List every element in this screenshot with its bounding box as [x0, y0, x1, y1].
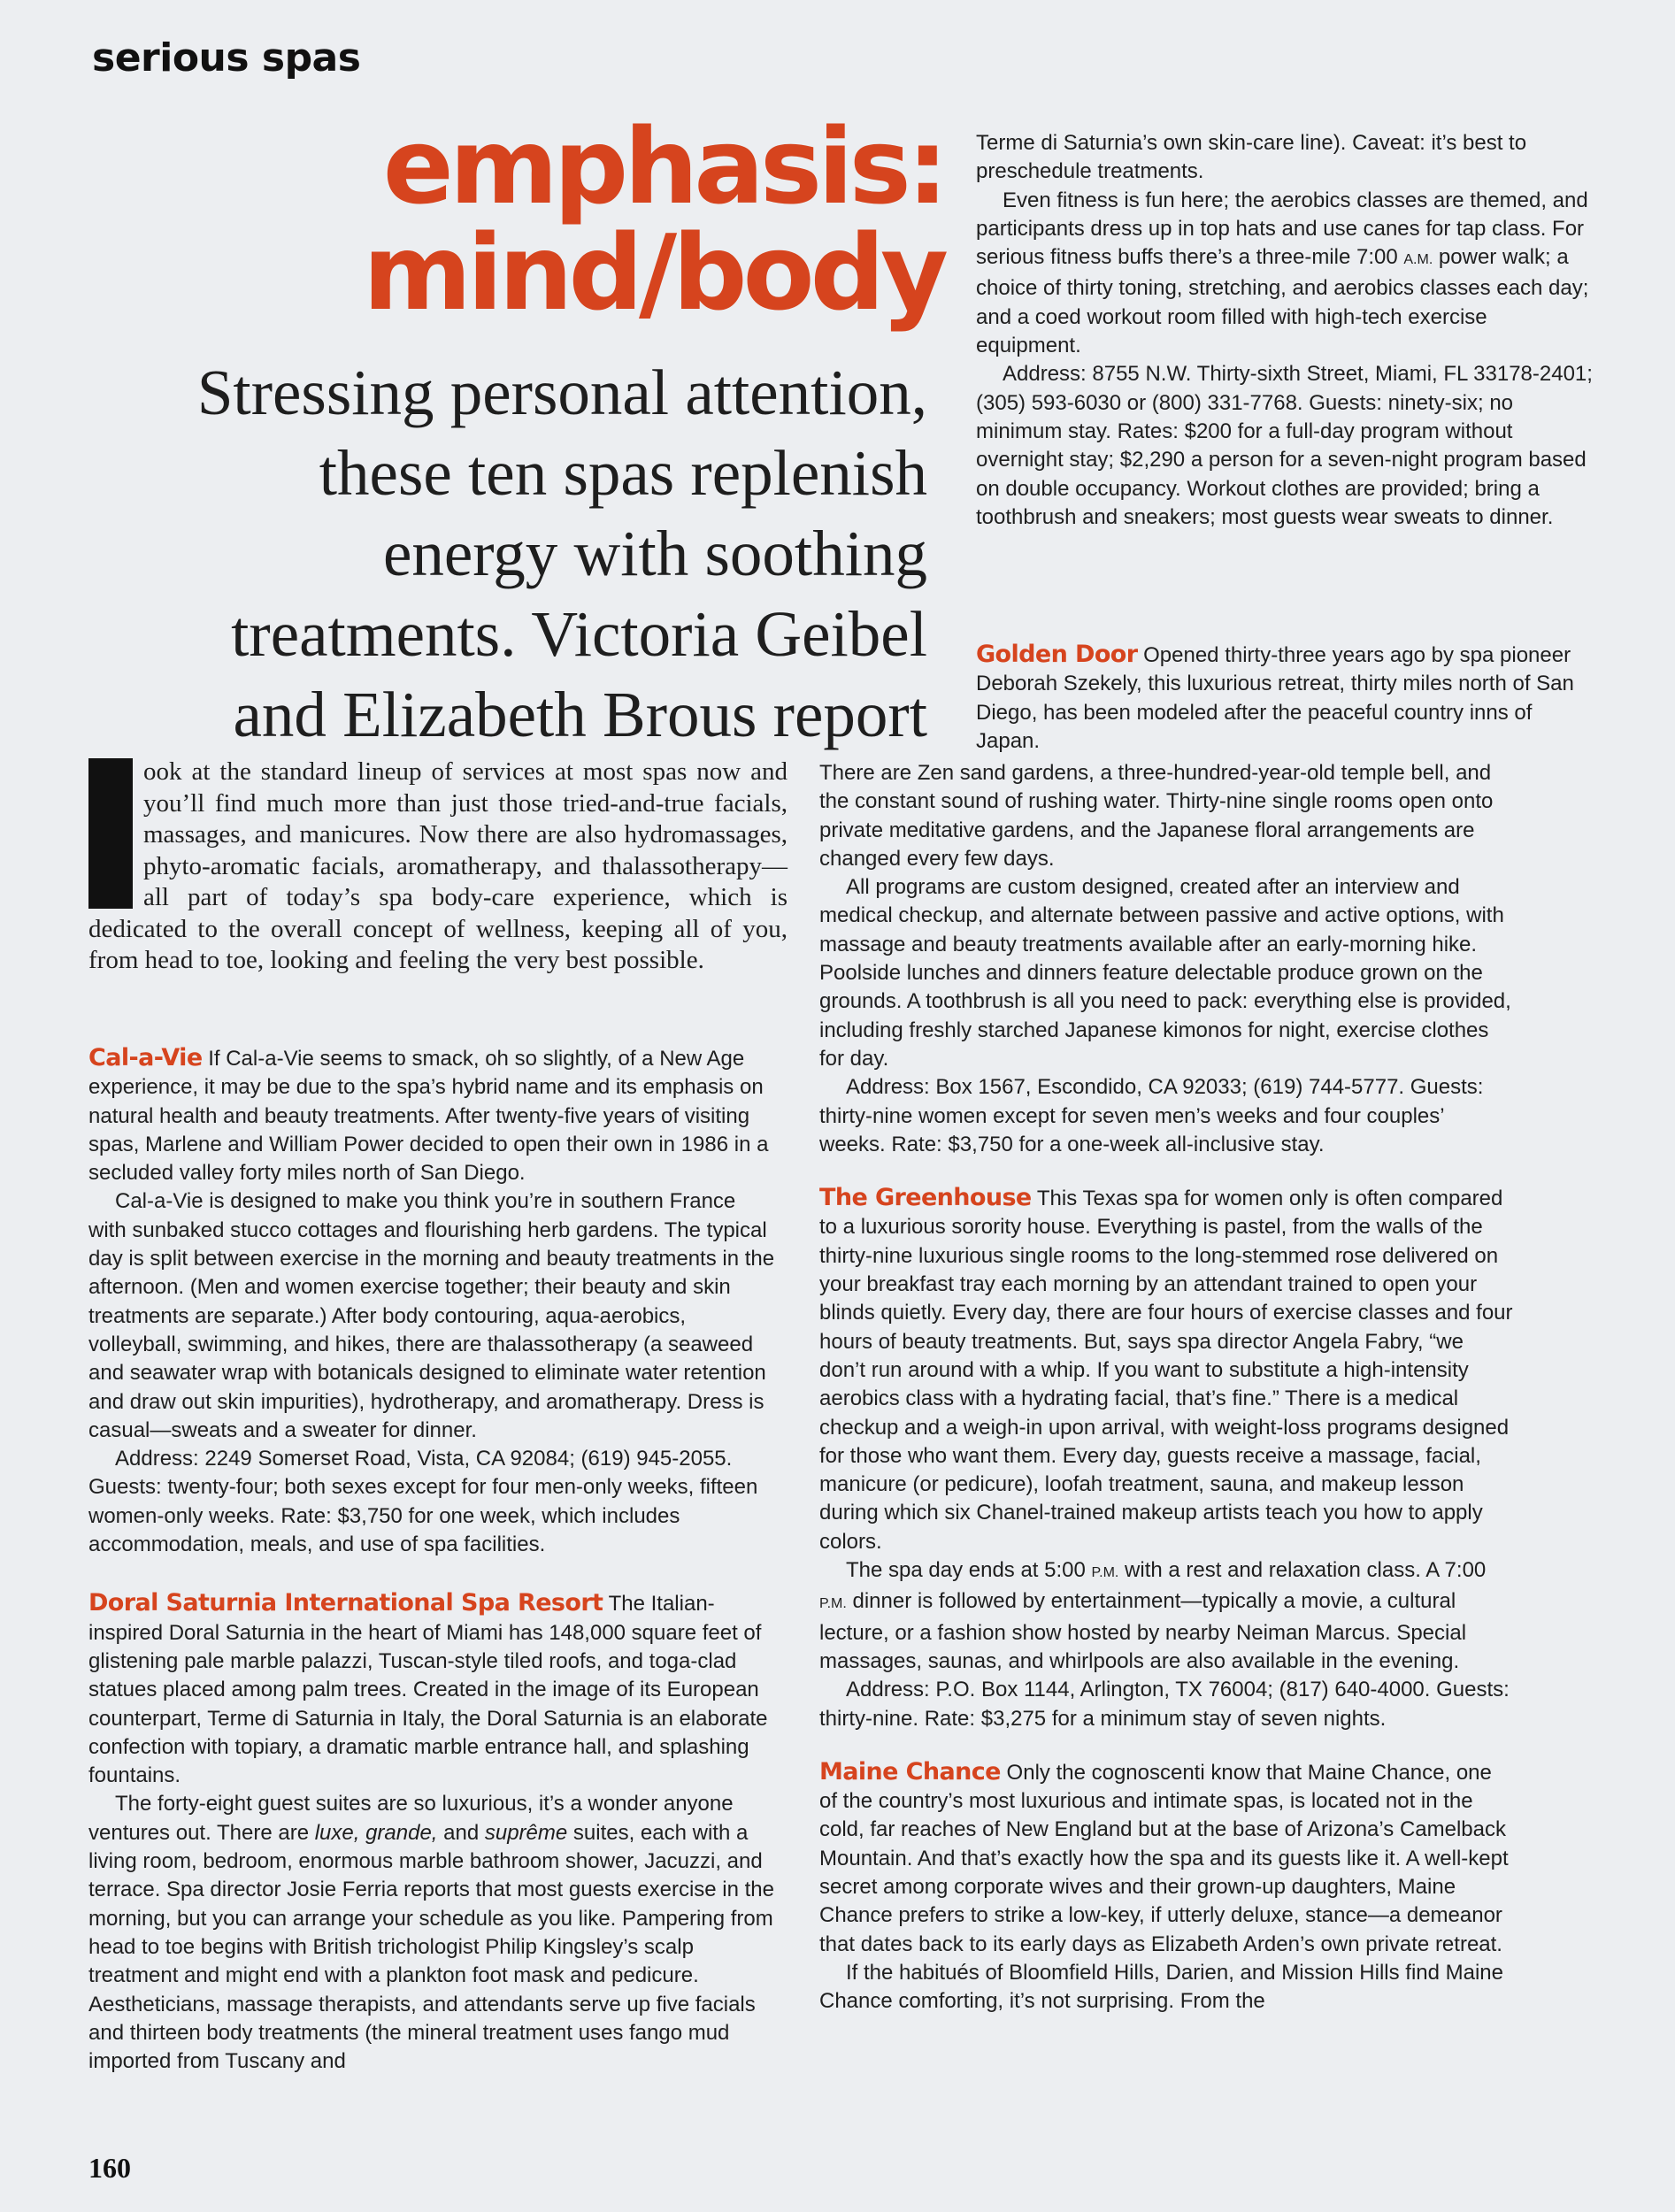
section-label: serious spas	[92, 35, 361, 81]
calavie-p1: Cal-a-Vie If Cal-a-Vie seems to smack, oh so slightly, of a New Age experience, it may be due to the spa’s hybrid name and its emphasis on natural health and beauty treatments. After twenty-five years of visiting spas, Marlene and William Power decided to open their own in 1986 in a secluded valley forty miles north of San Diego.	[88, 1044, 769, 1186]
golden-p3: Address: Box 1567, Escondido, CA 92033; (619) 744-5777. Guests: thirty-nine women except for seven men’s weeks and four couples’ weeks. Rate: $3,750 for a one-week all-inclusive stay.	[819, 1075, 1484, 1156]
golden-p1-lead: Golden Door Opened thirty-three years ago by spa pioneer Deborah Szekely, this luxurious retreat, thirty miles north of San Diego, has been modeled after the peaceful country inns of Japan.	[976, 641, 1574, 753]
page-number: 160	[88, 2152, 131, 2184]
headline	[148, 105, 944, 334]
calavie-p3: Address: 2249 Somerset Road, Vista, CA 92084; (619) 945-2055. Guests: twenty-four; both sexes except for four men-only weeks, fifteen women-only weeks. Rate: $3,750 for one week, which includes accommodation, meals, and use of spa facilities.	[88, 1447, 758, 1557]
doral-p1: Doral Saturnia International Spa Resort The Italian-inspired Doral Saturnia in the heart of Miami has 148,000 square feet of glistening pale marble palazzi, Tuscan-style tiled roofs, and toga-clad statues placed among palm trees. Created in the image of its European counterpart, Terme di Saturnia in Italy, the Doral Saturnia is an elaborate confection with topiary, a dramatic marble entrance hall, and splashing fountains.	[88, 1589, 768, 1788]
deck-line: Stressing personal attention,	[196, 357, 927, 428]
right-column-top	[976, 129, 1595, 532]
spa-heading-maine-chance: Maine Chance	[819, 1757, 1001, 1786]
right-column	[819, 759, 1515, 2016]
spa-heading-golden-door: Golden Door	[976, 641, 1138, 668]
spa-heading-greenhouse: The Greenhouse	[819, 1184, 1032, 1212]
doral-p4: Address: 8755 N.W. Thirty-sixth Street, Miami, FL 33178-2401; (305) 593-6030 or (800) 331-7768. Guests: ninety-six; no minimum stay. Rates: $200 for a full-day program without overnight stay; $2,290 a person for a seven-night program based on double occupancy. Workout clothes are provided; bring a toothbrush and sneakers; most guests wear sweats to dinner.	[976, 362, 1593, 529]
maine-p2: If the habitués of Bloomfield Hills, Darien, and Mission Hills find Maine Chance comforting, it’s not surprising. From the	[819, 1960, 1504, 2014]
deck-line: and Elizabeth Brous report	[233, 679, 927, 750]
deck-line: treatments. Victoria Geibel	[231, 598, 927, 670]
golden-door-lead	[976, 641, 1595, 756]
calavie-p2: Cal-a-Vie is designed to make you think you’re in southern France with sunbaked stucco cottages and flourishing herb gardens. The typical day is split between exercise in the morning and beauty treatments in the afternoon. (Men and women exercise together; their beauty and skin treatments are separate.) After body contouring, aqua-aerobics, volleyball, swimming, and hikes, there are thalassotherapy (a seaweed and seawater wrap with botanicals designed to eliminate water retention and draw out skin impurities), hydrotherapy, and aromatherapy. Dress is casual—sweats and a sweater for dinner.	[88, 1189, 775, 1442]
golden-p1-rest: There are Zen sand gardens, a three-hundred-year-old temple bell, and the constant sound of rushing water. Thirty-nine single rooms open onto private meditative gardens, and the Japanese floral arrangements are changed every few days.	[819, 761, 1494, 871]
spa-heading-calavie: Cal-a-Vie	[88, 1044, 203, 1071]
doral-p3: Even fitness is fun here; the aerobics classes are themed, and participants dress up in top hats and use canes for tap class. For serious fitness buffs there’s a three-mile 7:00 A.M. power walk; a choice of thirty toning, stretching, and aerobics classes each day; and a coed workout room filled with high-tech exercise equipment.	[976, 188, 1589, 358]
greenhouse-p3: Address: P.O. Box 1144, Arlington, TX 76004; (817) 640-4000. Guests: thirty-nine. Rate: $3,275 for a minimum stay of seven nights.	[819, 1678, 1510, 1731]
doral-p2: The forty-eight guest suites are so luxurious, it’s a wonder anyone ventures out. There are luxe, grande, and suprême suites, each with a living room, bedroom, enormous marble bathroom shower, Jacuzzi, and terrace. Spa director Josie Ferria reports that most guests exercise in the morning, but you can arrange your schedule as you like. Pampering from head to toe begins with British trichologist Philip Kingsley’s scalp treatment and might end with a plankton foot mask and pedicure. Aestheticians, massage therapists, and attendants serve up five facials and thirteen body treatments (the mineral treatment uses fango mud imported from Tuscany and	[88, 1792, 774, 2074]
doral-continued: Terme di Saturnia’s own skin-care line). Caveat: it’s best to preschedule treatments.	[976, 131, 1527, 184]
spa-heading-doral: Doral Saturnia International Spa Resort	[88, 1589, 603, 1617]
greenhouse-p2: The spa day ends at 5:00 P.M. with a rest and relaxation class. A 7:00 P.M. dinner is followed by entertainment—typically a movie, a cultural lecture, or a fashion show hosted by nearby Neiman Marcus. Special massages, saunas, and whirlpools are also available in the evening.	[819, 1558, 1487, 1673]
intro-text: ook at the standard lineup of services at most spas now and you’ll find much more than just those tried-and-true facials, massages, and manicures. Now there are also hydromassages, phyto-aromatic facials, aromatherapy, and thalassotherapy—all part of today’s spa body-care experience, which is dedicated to the overall concept of wellness, keeping all of you, from head to toe, looking and feeling the very best possible.	[88, 757, 788, 974]
golden-p2: All programs are custom designed, created after an interview and medical checkup, and alternate between passive and active options, with massage and beauty treatments available after an early-morning hike. Poolside lunches and dinners feature delectable produce grown on the grounds. A toothbrush is all you need to pack: everything else is provided, including freshly starched Japanese kimonos for night, exercise clothes for day.	[819, 875, 1511, 1071]
left-column	[88, 1044, 779, 2076]
intro-paragraph	[88, 757, 788, 977]
maine-p1: Maine Chance Only the cognoscenti know that Maine Chance, one of the country’s most luxurious and intimate spas, is located not in the cold, far reaches of New England but at the base of Arizona’s Camelback Mountain. And that’s exactly how the spa and its guests like it. A well-kept secret among corporate wives and their grown-up daughters, Maine Chance prefers to strike a low-key, if utterly deluxe, stance—a demeanor that dates back to its early days as Elizabeth Arden’s own private retreat.	[819, 1757, 1509, 1956]
headline-line-1: emphasis:	[382, 105, 944, 227]
headline-line-2: mind/body	[363, 211, 944, 334]
deck-line: energy with soothing	[382, 518, 927, 589]
deck	[88, 352, 927, 755]
drop-cap	[88, 758, 133, 909]
greenhouse-p1: The Greenhouse This Texas spa for women only is often compared to a luxurious sorority house. Everything is pastel, from the walls of the thirty-nine luxurious single rooms to the long-stemmed rose delivered on your breakfast tray each morning by an attendant trained to open your blinds quietly. Every day, there are four hours of exercise classes and four hours of beauty treatments. But, says spa director Angela Fabry, “we don’t run around with a whip. If you want to substitute a high-intensity aerobics class with a hydrating facial, that’s fine.” There is a medical checkup and a weigh-in upon arrival, with weight-loss programs designed for those who want them. Every day, guests receive a massage, facial, manicure (or pedicure), loofah treatment, sauna, and makeup lesson during which six Chanel-trained makeup artists teach you how to apply colors.	[819, 1184, 1513, 1554]
deck-line: these ten spas replenish	[319, 437, 927, 509]
